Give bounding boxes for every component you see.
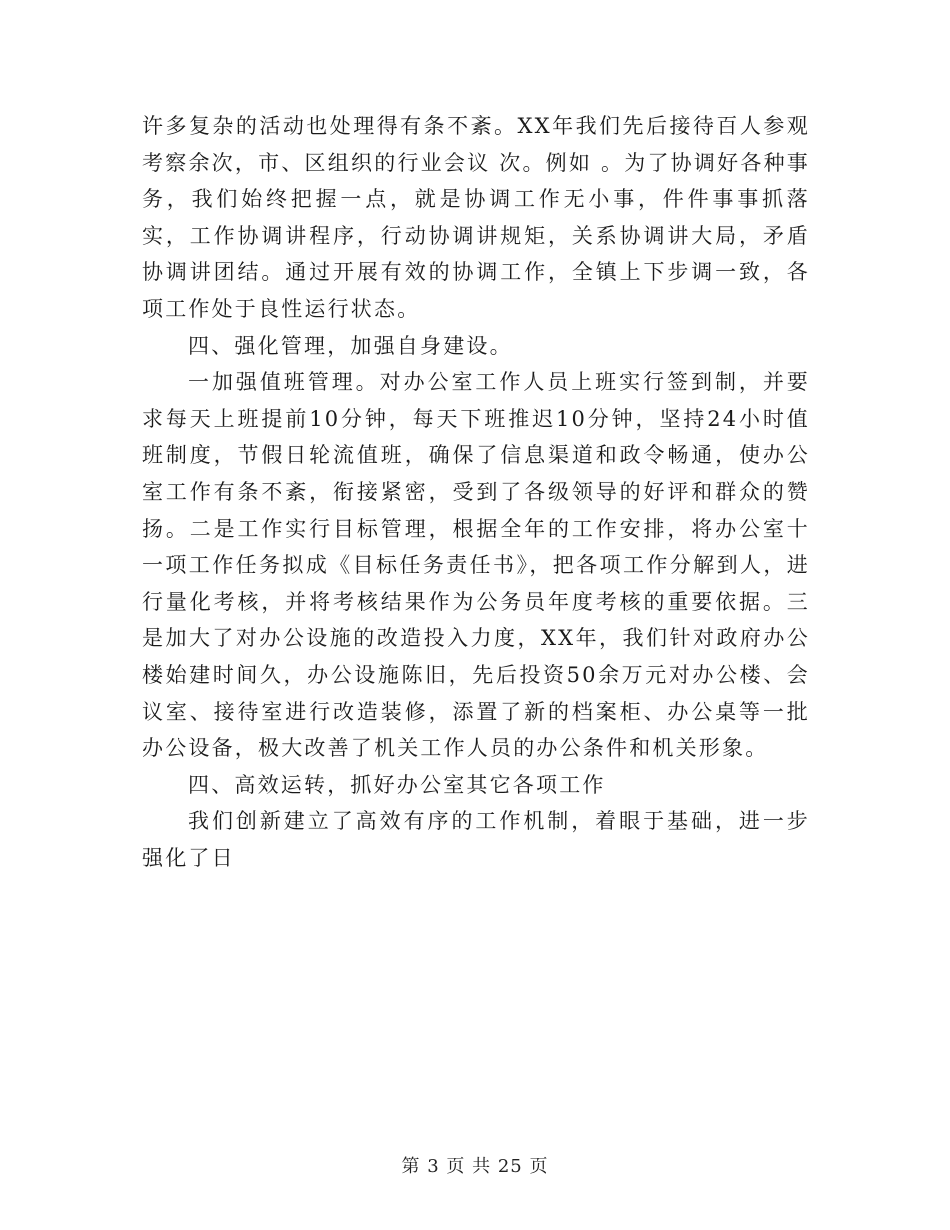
paragraph-coordination: 许多复杂的活动也处理得有条不紊。XX年我们先后接待百人参观考察余次，市、区组织的行业会议 次。例如 。为了协调好各种事务，我们始终把握一点，就是协调工作无小事，件件事事抓落实，工作协调讲程序，行动协调讲规矩，关系协调讲大局，矛盾协调讲团结。通过开展有效的协调工作，全镇上下步调一致，各项工作处于良性运行状态。 (142, 114, 810, 321)
section-heading-efficient-operation: 四、高效运转，抓好办公室其它各项工作 (188, 772, 606, 797)
paragraph-management-details: 一加强值班管理。对办公室工作人员上班实行签到制，并要求每天上班提前10分钟，每天下班推迟10分钟，坚持24小时值班制度，节假日轮流值班，确保了信息渠道和政令畅通，使办公室工作有条不紊，衔接紧密，受到了各级领导的好评和群众的赞扬。二是工作实行目标管理，根据全年的工作安排，将办公室十一项工作任务拟成《目标任务责任书》，把各项工作分解到人，进行量化考核，并将考核结果作为公务员年度考核的重要依据。三是加大了对办公设施的改造投入力度，XX年，我们针对政府办公楼始建时间久，办公设施陈旧，先后投资50余万元对办公楼、会议室、接待室进行改造装修，添置了新的档案柜、办公桌等一批办公设备，极大改善了机关工作人员的办公条件和机关形象。 (142, 370, 810, 761)
section-heading-management: 四、强化管理，加强自身建设。 (188, 333, 513, 358)
paragraph-work-mechanism: 我们创新建立了高效有序的工作机制，着眼于基础，进一步强化了日 (142, 809, 810, 870)
document-body (142, 108, 810, 876)
page-number-footer: 第 3 页 共 25 页 (401, 1156, 549, 1177)
